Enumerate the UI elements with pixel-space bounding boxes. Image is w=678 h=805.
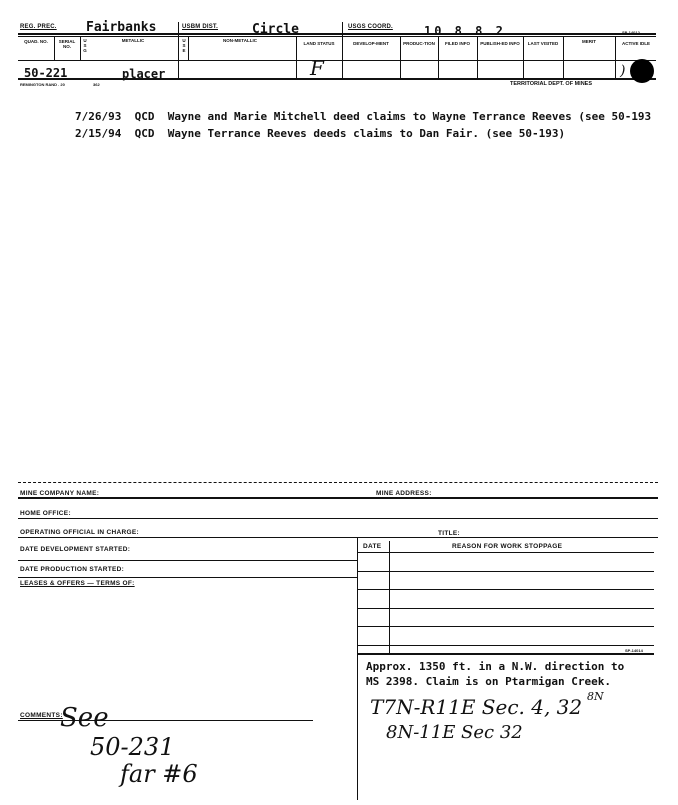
entry-text: Wayne and Marie Mitchell deed claims to Wayne Terrance Reeves (see 50-193 bbox=[167, 110, 652, 123]
active-dot bbox=[630, 59, 654, 83]
quad-no-label: QUAD. NO. bbox=[24, 39, 48, 44]
entry-type: QCD bbox=[134, 127, 155, 140]
active-idle-label: ACTIVE IDLE bbox=[621, 41, 650, 46]
title-label: TITLE: bbox=[438, 530, 461, 537]
development-label: DEVELOP-MENT bbox=[353, 41, 389, 46]
serial-no-label: SERIAL NO. bbox=[58, 39, 76, 49]
handwritten-township-2: 8N-11E Sec 32 bbox=[386, 722, 523, 743]
home-office-label: HOME OFFICE: bbox=[20, 510, 71, 517]
usbm-dist-value: Circle bbox=[252, 22, 299, 37]
serial-value: 50-221 bbox=[24, 66, 68, 80]
printer-mark: REMINGTON RAND . 20 bbox=[20, 82, 65, 87]
handwritten-ref: 50-231 bbox=[90, 733, 175, 761]
entry-text: Wayne Terrance Reeves deeds claims to Dan Fair. (see 50-193) bbox=[167, 127, 566, 140]
form-code-top: SP-14012 bbox=[622, 30, 640, 35]
handwritten-claim: far #6 bbox=[120, 760, 198, 788]
handwritten-see: See bbox=[60, 703, 109, 733]
entry-date: 7/26/93 bbox=[75, 110, 122, 123]
location-note-line2: MS 2398. Claim is on Ptarmigan Creek. bbox=[366, 675, 612, 688]
entry-date: 2/15/94 bbox=[75, 127, 122, 140]
date-column-label: DATE bbox=[363, 543, 382, 550]
usg-label: U S G bbox=[83, 38, 87, 53]
metallic-value: placer bbox=[122, 67, 166, 81]
reason-column-label: REASON FOR WORK STOPPAGE bbox=[452, 543, 563, 550]
leases-label: LEASES & OFFERS — TERMS OF: bbox=[20, 580, 135, 587]
date-development-label: DATE DEVELOPMENT STARTED: bbox=[20, 546, 131, 553]
usbm-dist-label: USBM DIST. bbox=[182, 24, 219, 30]
reg-prec-label: REG. PREC. bbox=[20, 24, 57, 30]
usgs-coord-value: 10 8 8 2 bbox=[424, 24, 506, 38]
land-status-value: F bbox=[310, 56, 324, 80]
merit-label: MERIT bbox=[582, 39, 596, 44]
printer-mark-2: 362 bbox=[93, 82, 100, 87]
filed-info-label: FILED INFO bbox=[445, 41, 470, 46]
location-note-line1: Approx. 1350 ft. in a N.W. direction to bbox=[366, 660, 625, 673]
form-code-bottom: SP-14014 bbox=[625, 648, 643, 653]
dept-label: TERRITORIAL DEPT. OF MINES bbox=[510, 81, 592, 87]
usg-label-2: U S E bbox=[182, 38, 186, 53]
last-visited-label: LAST VISITED bbox=[527, 41, 559, 46]
published-info-label: PUBLISH-ED INFO bbox=[480, 41, 520, 46]
entry-row bbox=[75, 127, 565, 140]
land-status-label: LAND STATUS bbox=[303, 41, 335, 46]
entry-type: QCD bbox=[134, 110, 155, 123]
idle-mark: ) bbox=[620, 63, 626, 79]
date-production-label: DATE PRODUCTION STARTED: bbox=[20, 566, 125, 573]
mine-company-label: MINE COMPANY NAME: bbox=[20, 490, 100, 497]
mine-address-label: MINE ADDRESS: bbox=[376, 490, 432, 497]
reg-prec-value: Fairbanks bbox=[86, 20, 157, 35]
production-label: PRODUC-TION bbox=[403, 41, 435, 46]
comments-label: COMMENTS: bbox=[20, 712, 63, 719]
usgs-coord-label: USGS COORD. bbox=[348, 24, 393, 30]
operating-official-label: OPERATING OFFICIAL IN CHARGE: bbox=[20, 529, 139, 536]
handwritten-township-1: T7N-R11E Sec. 4, 32 bbox=[370, 695, 583, 719]
handwritten-township-1-sup: 8N bbox=[587, 690, 604, 703]
entry-row bbox=[75, 110, 651, 123]
non-metallic-label: NON-METALLIC bbox=[223, 38, 257, 43]
metallic-label: METALLIC bbox=[121, 38, 145, 43]
